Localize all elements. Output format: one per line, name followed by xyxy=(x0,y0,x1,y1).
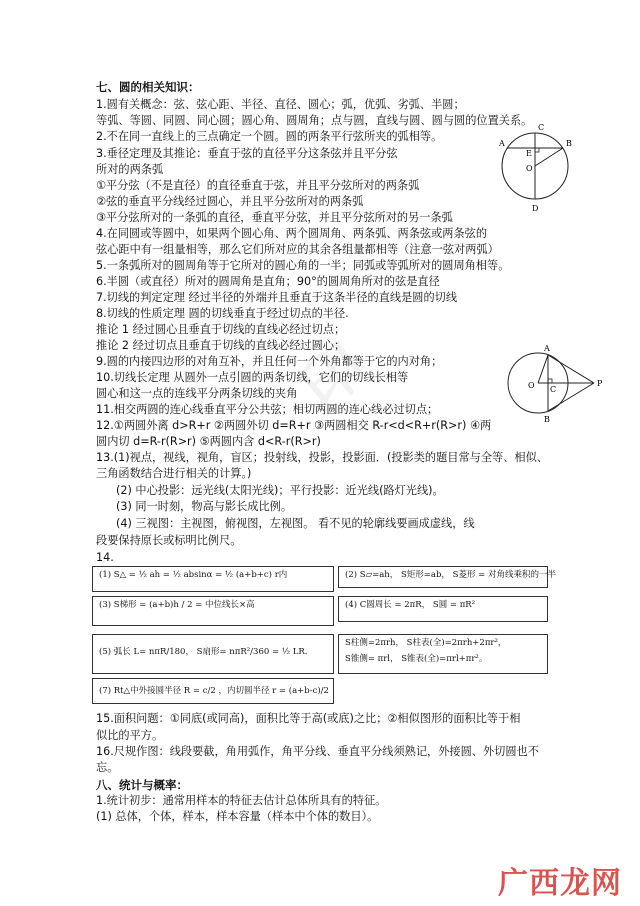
point-b-label: B xyxy=(566,139,572,148)
formula-text: (1) S△ = ½ ah = ½ absinα = ½ (a+b+c) r内 xyxy=(99,570,288,580)
text-line: (1) 总体，个体，样本，样本容量（样本中个体的数目）。 xyxy=(96,810,379,823)
point-a-label: A xyxy=(544,344,550,353)
point-o-label: O xyxy=(528,381,535,390)
tangent-lines-figure xyxy=(500,338,610,428)
text-line: 似比的平方。 xyxy=(96,729,164,742)
section-8-title: 八、统计与概率： xyxy=(96,778,188,792)
text-line: 8.切线的性质定理 圆的切线垂直于经过切点的半径. xyxy=(96,307,349,320)
text-line: 弦心距中有一组量相等，那么它们所对应的其余各组量都相等（注意一弦对两弧） xyxy=(96,243,499,256)
formula-box-triangle-area xyxy=(92,566,334,592)
text-line: 段要保持原长或标明比例尺。 xyxy=(96,534,242,547)
formula-text: S锥侧= πrl， S锥表(全)=πrl+πr²。 xyxy=(345,654,488,664)
text-line: 6.半圆（或直径）所对的圆周角是直角；90°的圆周角所对的弦是直径 xyxy=(96,275,440,288)
text-line: 9.圆的内接四边形的对角互补，并且任何一个外角都等于它的内对角； xyxy=(96,355,443,368)
text-line: 等弧、等圆、同圆、同心圆；圆心角、圆周角；点与圆，直线与圆、圆与圆的位置关系。 xyxy=(96,114,533,127)
point-c-label: C xyxy=(550,385,557,394)
text-line: 1.统计初步：通常用样本的特征去估计总体所具有的特征。 xyxy=(96,794,387,807)
text-line: 5.一条弧所对的圆周角等于它所对的圆心角的一半；同弧或等弧所对的圆周角相等。 xyxy=(96,259,510,272)
text-line: 所对的两条弧 xyxy=(96,163,164,176)
text-line: 7.切线的判定定理 经过半径的外端并且垂直于这条半径的直线是圆的切线 xyxy=(96,291,458,304)
formula-box-parallelogram-area xyxy=(338,566,556,588)
text-line: 16.尺规作图：线段要截，角用弧作，角平分线、垂直平分线须熟记，外接圆、外切圆也不 xyxy=(96,745,539,758)
text-line: 1.圆有关概念：弦、弦心距、半径、直径、圆心；弧，优弧、劣弧、半圆； xyxy=(96,98,465,111)
formula-text: (4) C圆周长 = 2πR， S圆 = πR² xyxy=(345,600,476,610)
text-line: 推论 1 经过圆心且垂直于切线的直线必经过切点； xyxy=(96,323,346,336)
text-line: 2.不在同一直线上的三点确定一个圆。圆的两条平行弦所夹的弧相等。 xyxy=(96,130,443,143)
text-line: 11.相交两圆的连心线垂直平分公共弦；相切两圆的连心线必过切点； xyxy=(96,403,439,416)
point-a-label: A xyxy=(499,139,505,148)
item-14-label: 14. xyxy=(96,551,114,564)
point-e-label: E xyxy=(526,149,532,158)
formula-box-trapezoid-area xyxy=(92,596,334,626)
text-line: 3.垂径定理及其推论：垂直于弦的直径平分这条弦并且平分弦 xyxy=(96,147,398,160)
formula-text: (2) S▱=ah， S矩形=ab， S菱形 = 对角线乘积的一半 xyxy=(345,570,556,580)
text-line: 圆心和这一点的连线平分两条切线的夹角 xyxy=(96,387,298,400)
tangent-pa xyxy=(548,355,594,383)
formula-text: (5) 弧长 L= nπR/180， S扇形= nπR²/360 = ½ LR． xyxy=(99,647,314,657)
site-watermark-logo: 广西龙网 xyxy=(498,866,622,901)
point-p-label: P xyxy=(597,379,603,388)
text-line: 12.①两圆外离 d>R+r ②两圆外切 d=R+r ③两圆相交 R-r<d<R+r(R>r) ④两 xyxy=(96,419,492,432)
point-o-label: O xyxy=(526,164,533,173)
text-line: ③平分弦所对的一条弧的直径，垂直平分弦，并且平分弦所对的另一条弧 xyxy=(96,211,453,224)
formula-box-right-triangle-radii xyxy=(92,678,334,704)
text-line: 推论 2 经过切点且垂直于切线的直线必经过圆心； xyxy=(96,339,346,352)
point-d-label: D xyxy=(532,204,539,213)
circle-perpendicular-diameter-figure xyxy=(490,118,580,218)
text-line: 三角函数结合进行相关的计算。) xyxy=(96,467,252,480)
formula-text: (7) Rt△中外接圆半径 R = c/2 ，内切圆半径 r = (a+b-c)/2 xyxy=(99,686,329,696)
text-line: (3) 同一时刻，物高与影长成比例。 xyxy=(116,500,293,513)
section-7-title: 七、圆的相关知识： xyxy=(96,80,200,94)
formula-text: (3) S梯形 = (a+b)h / 2 = 中位线长×高 xyxy=(99,600,255,610)
point-c-label: C xyxy=(538,123,545,132)
text-line: 13.(1)视点，视线，视角，盲区；投射线，投影，投影面．(投影类的题目常与全等、相似、 xyxy=(96,451,548,464)
point-b-label: B xyxy=(544,415,550,424)
text-line: ①平分弦（不是直径）的直径垂直于弦，并且平分弦所对的两条弧 xyxy=(96,179,420,192)
text-line: (4) 三视图：主视图，俯视图，左视图。 看不见的轮廓线要画成虚线，线 xyxy=(116,517,475,530)
text-line: 圆内切 d=R-r(R>r) ⑤两圆内含 d<R-r(R>r) xyxy=(96,435,321,448)
text-line: 10.切线长定理 从圆外一点引圆的两条切线，它们的切线长相等 xyxy=(96,371,409,384)
formula-box-circle xyxy=(338,596,548,622)
background-faint-watermark: 印 xyxy=(287,330,379,423)
formula-box-cylinder-cone xyxy=(338,634,548,674)
formula-box-arc-sector xyxy=(92,634,334,674)
text-line: (2) 中心投影：远光线(太阳光线)；平行投影：近光线(路灯光线)。 xyxy=(116,484,444,497)
text-line: 忘。 xyxy=(96,761,119,774)
text-line: 15.面积问题：①同底(或同高)，面积比等于高(或底)之比；②相似图形的面积比等于相 xyxy=(96,712,521,725)
text-line: ②弦的垂直平分线经过圆心，并且平分弦所对的两条弧 xyxy=(96,195,364,208)
text-line: 4.在同圆或等圆中，如果两个圆心角、两个圆周角、两条弧、两条弦或两条弦的 xyxy=(96,227,488,240)
formula-text: S柱侧=2πrh， S柱表(全)=2πrh+2πr²， xyxy=(345,638,507,648)
